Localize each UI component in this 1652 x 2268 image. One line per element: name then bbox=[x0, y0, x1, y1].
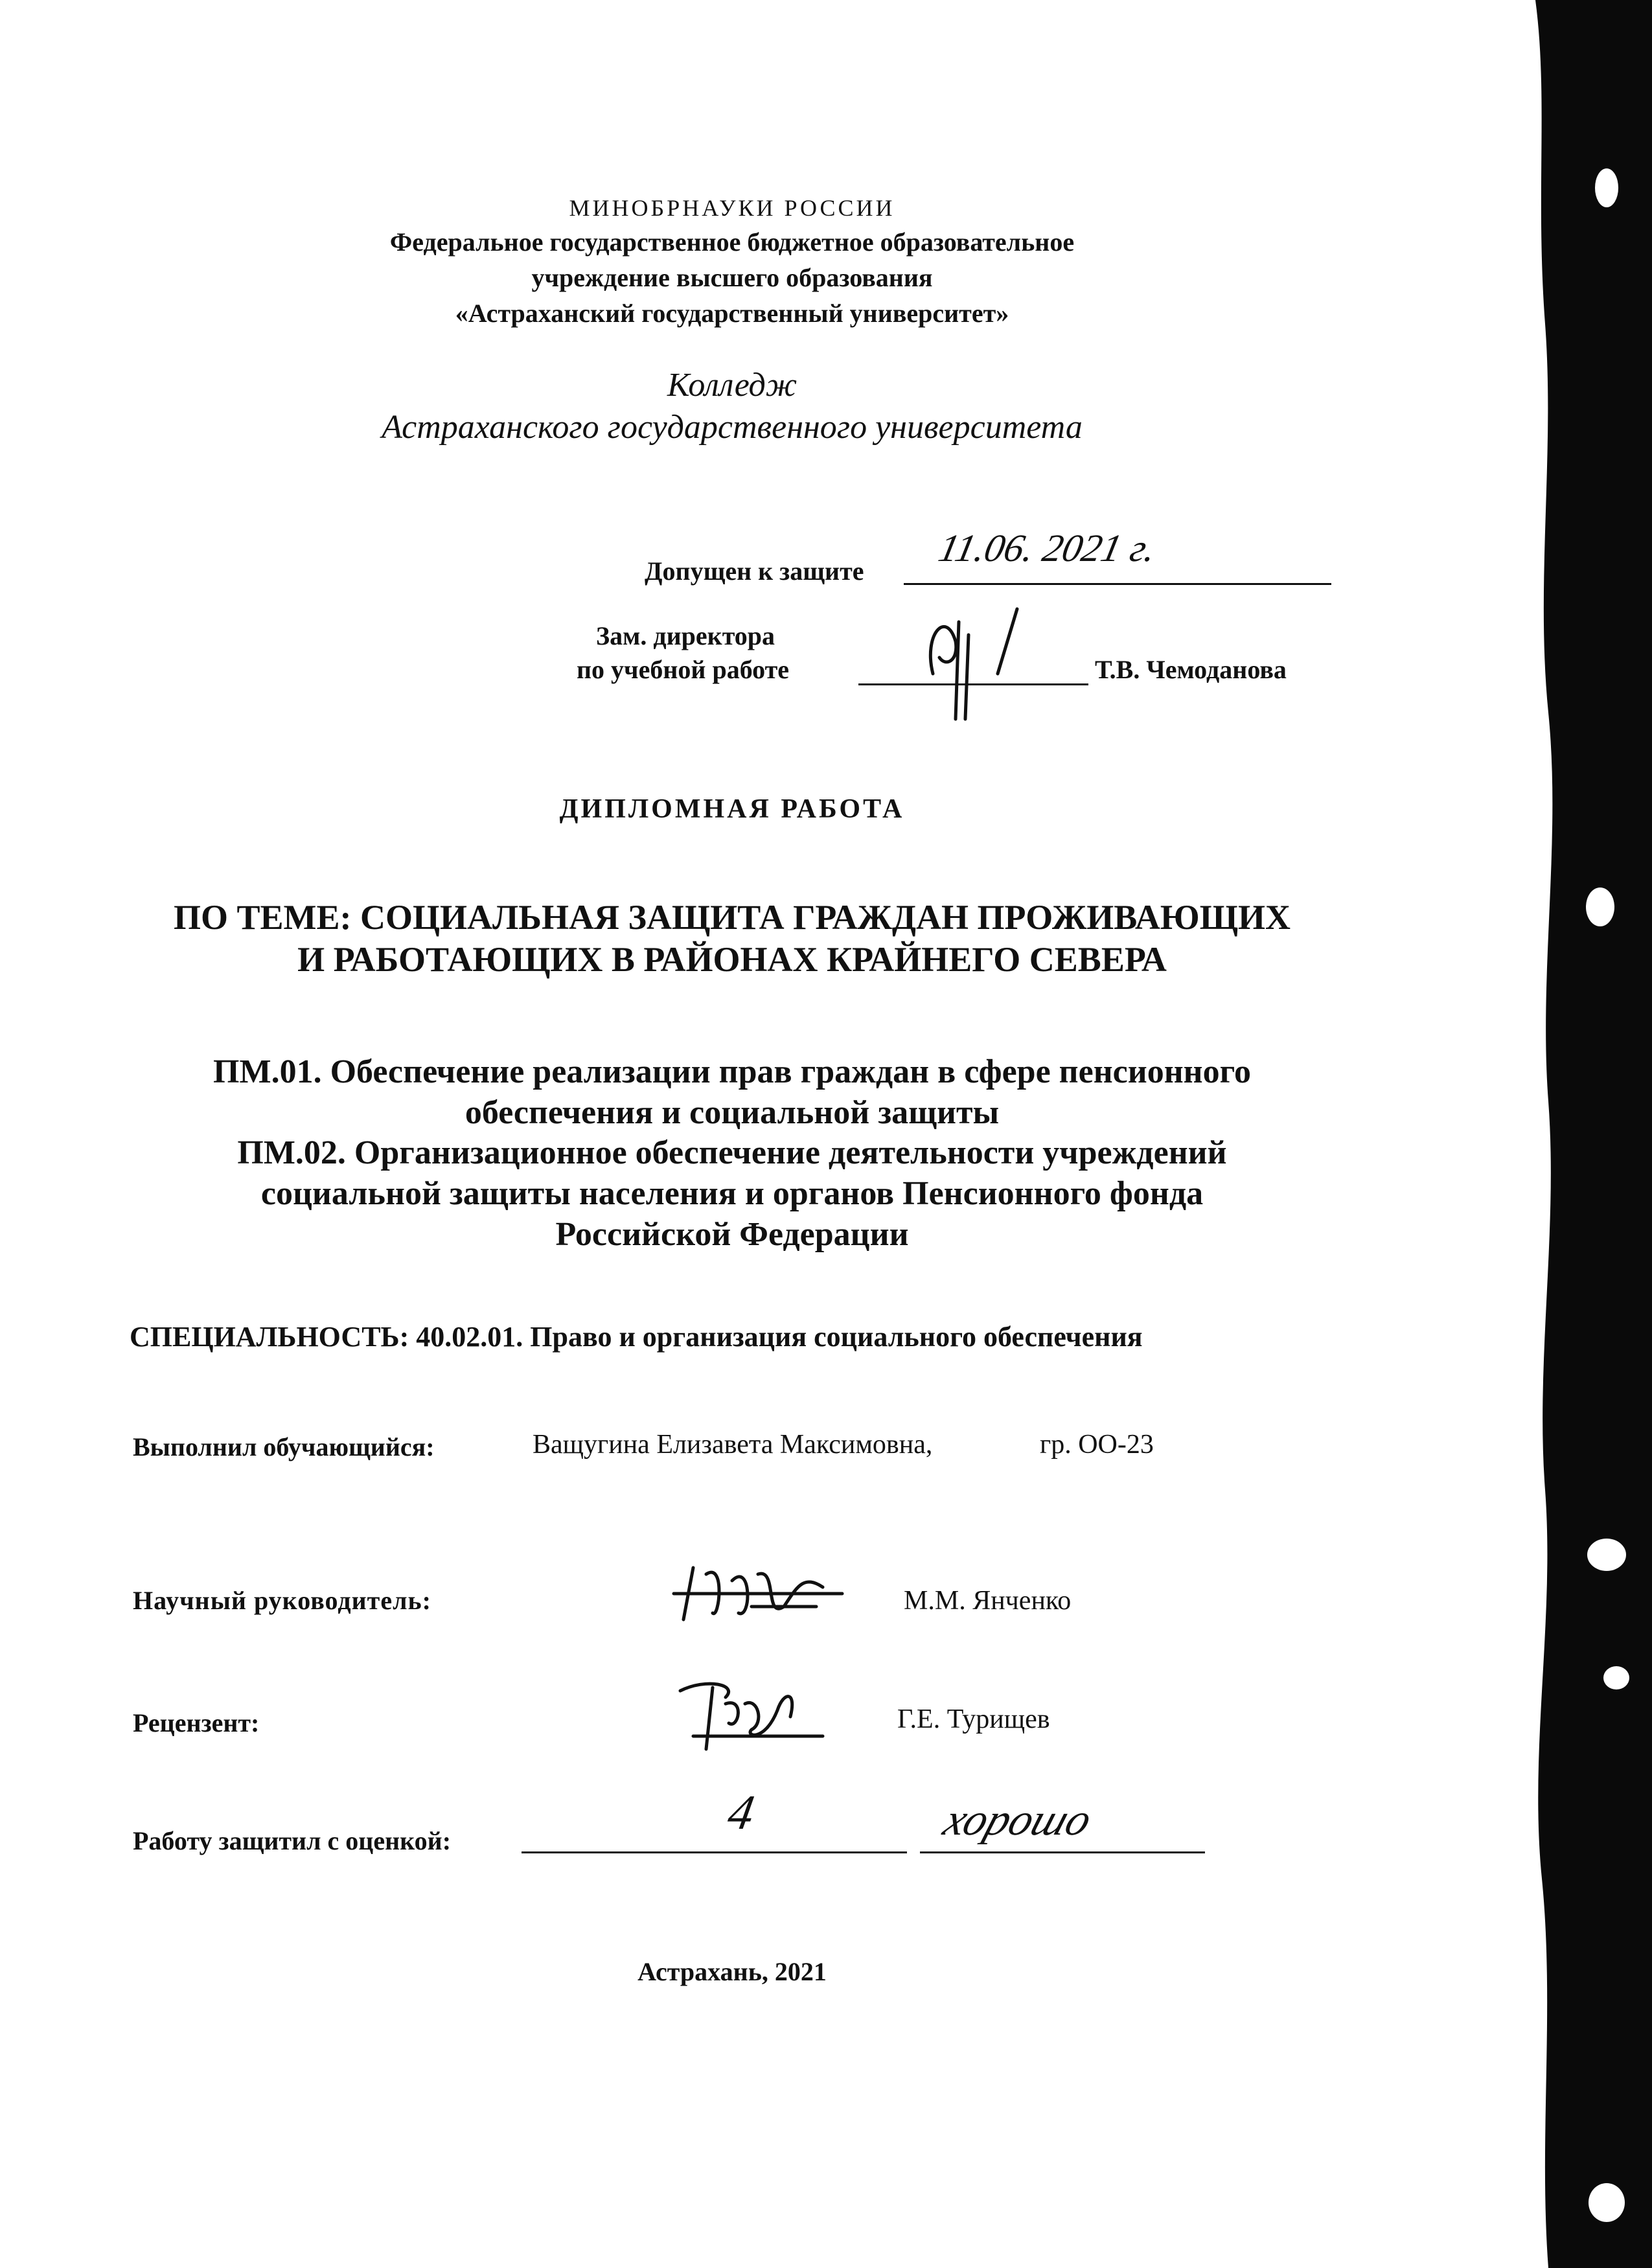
institution-name-line: учреждение высшего образования bbox=[531, 263, 933, 292]
reviewer-name: Г.Е. Турищев bbox=[897, 1704, 1050, 1734]
admitted-date-line bbox=[904, 583, 1331, 585]
admitted-date-handwritten: 11.06. 2021 г. bbox=[935, 527, 1160, 569]
module-line: социальной защиты населения и органов Пенсионного фонда bbox=[260, 1175, 1204, 1212]
deputy-signature bbox=[920, 596, 1062, 726]
advisor-label: Научный руководитель: bbox=[133, 1586, 431, 1615]
author-name: Ващугина Елизавета Максимовна, bbox=[533, 1430, 933, 1460]
topic-line: ПО ТЕМЕ: СОЦИАЛЬНАЯ ЗАЩИТА ГРАЖДАН ПРОЖИВАЮЩИХ bbox=[174, 898, 1291, 937]
author-group: гр. ОО-23 bbox=[1040, 1430, 1154, 1460]
ministry-name: МИНОБРНАУКИ РОССИИ bbox=[569, 195, 895, 221]
module-line: ПМ.01. Обеспечение реализации прав граждан в сфере пенсионного bbox=[213, 1053, 1251, 1090]
grade-word-handwritten: хорошо bbox=[937, 1795, 1098, 1845]
deputy-director-label: Зам. директора bbox=[596, 621, 775, 650]
institution-name-line: Федеральное государственное бюджетное образовательное bbox=[389, 227, 1075, 257]
reviewer-signature bbox=[667, 1671, 836, 1756]
grade-number-line bbox=[522, 1851, 907, 1853]
module-line: Российской Федерации bbox=[555, 1216, 909, 1253]
advisor-signature bbox=[667, 1548, 855, 1632]
deputy-director-name: Т.В. Чемоданова bbox=[1095, 655, 1287, 684]
work-type-title: ДИПЛОМНАЯ РАБОТА bbox=[559, 794, 905, 824]
institution-name-line: «Астраханский государственный университет» bbox=[455, 299, 1009, 328]
specialty-line: СПЕЦИАЛЬНОСТЬ: 40.02.01. Право и организация социального обеспечения bbox=[130, 1321, 1143, 1353]
scan-edge-shadow bbox=[1509, 0, 1652, 2268]
advisor-name: М.М. Янченко bbox=[904, 1586, 1072, 1616]
grade-number-handwritten: 4 bbox=[724, 1785, 759, 1840]
reviewer-label: Рецензент: bbox=[133, 1708, 260, 1737]
grade-word-line bbox=[920, 1851, 1205, 1853]
module-line: обеспечения и социальной защиты bbox=[465, 1094, 1000, 1131]
deputy-director-label: по учебной работе bbox=[577, 655, 790, 684]
grade-label: Работу защитил с оценкой: bbox=[133, 1826, 452, 1855]
author-label: Выполнил обучающийся: bbox=[133, 1432, 435, 1461]
college-name-line: Колледж bbox=[667, 367, 797, 404]
admitted-to-defense-label: Допущен к защите bbox=[645, 556, 864, 586]
module-line: ПМ.02. Организационное обеспечение деятельности учреждений bbox=[237, 1134, 1227, 1171]
college-name-line: Астраханского государственного университета bbox=[382, 409, 1083, 446]
city-year: Астрахань, 2021 bbox=[637, 1957, 827, 1986]
topic-line: И РАБОТАЮЩИХ В РАЙОНАХ КРАЙНЕГО СЕВЕРА bbox=[297, 940, 1167, 979]
